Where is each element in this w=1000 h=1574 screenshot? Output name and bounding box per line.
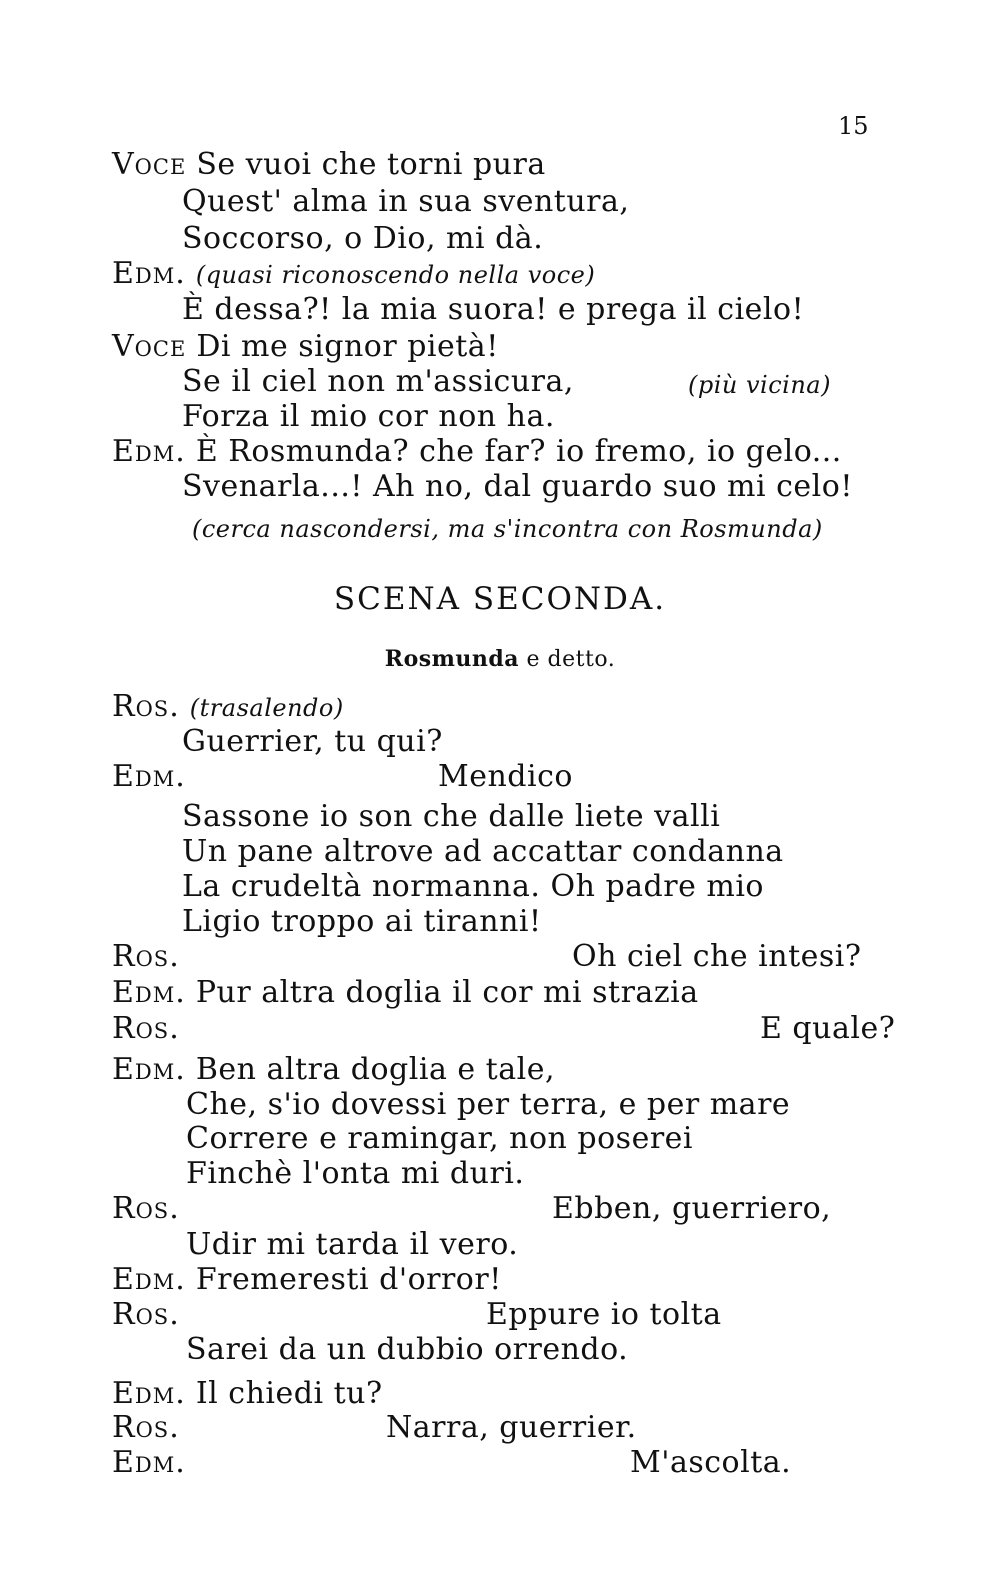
verse-text: M'ascolta.: [630, 1445, 792, 1480]
verse-line: Sarei da un dubbio orrendo.: [186, 1332, 629, 1367]
speaker-label: Edm.: [112, 256, 186, 291]
cast-rest: e detto.: [526, 647, 616, 672]
dialogue-line: [112, 1377, 383, 1411]
page-number: 15: [838, 112, 869, 140]
verse-line: Udir mi tarda il vero.: [186, 1227, 519, 1262]
verse-line: Guerrier, tu qui?: [182, 724, 443, 759]
verse-text: Ebben, guerriero,: [552, 1191, 832, 1226]
verse-line: Svenarla...! Ah no, dal guardo suo mi celo!: [182, 469, 853, 504]
verse-line: Quest' alma in sua sventura,: [182, 184, 630, 219]
dialogue-line: [112, 1263, 502, 1297]
verse-line: Un pane altrove ad accattar condanna: [182, 834, 784, 869]
speaker-label: Ros.: [112, 1011, 180, 1046]
verse-line: Correre e ramingar, non poserei: [186, 1121, 694, 1156]
speaker-label: Edm.: [112, 1262, 186, 1297]
dialogue-line: [112, 976, 699, 1010]
verse-text: Ben altra doglia e tale,: [195, 1052, 555, 1087]
stage-direction: (cerca nascondersi, ma s'incontra con Rosmunda): [192, 515, 823, 543]
verse-text: Eppure io tolta: [486, 1297, 722, 1332]
verse-text: Pur altra doglia il cor mi strazia: [195, 975, 699, 1010]
verse-text: Se vuoi che torni pura: [196, 147, 546, 182]
speaker-label: Ros.: [112, 689, 180, 724]
scene-cast: [0, 642, 1000, 677]
cast-name: Rosmunda: [384, 646, 520, 672]
verse-line: È dessa?! la mia suora! e prega il cielo!: [182, 292, 805, 327]
stage-direction: (quasi riconoscendo nella voce): [195, 261, 596, 289]
stage-direction: (più vicina): [688, 371, 831, 399]
verse-text: Oh ciel che intesi?: [572, 939, 862, 974]
verse-text: Di me signor pietà!: [196, 329, 499, 364]
dialogue-line: [112, 690, 344, 725]
speaker-label: Edm.: [112, 1052, 186, 1087]
speaker-label: Voce: [112, 329, 187, 364]
dialogue-line: [112, 435, 842, 469]
speaker-label: Ros.: [112, 1191, 180, 1226]
speaker-label: Edm.: [112, 759, 186, 794]
speaker-label: Edm.: [112, 1376, 186, 1411]
speaker-label: Edm.: [112, 1445, 186, 1480]
dialogue-line: [112, 1053, 555, 1087]
stage-direction: (trasalendo): [189, 694, 344, 722]
speaker-label: Edm.: [112, 434, 186, 469]
verse-line: Ligio troppo ai tiranni!: [182, 904, 542, 939]
verse-line: Se il ciel non m'assicura,: [182, 364, 574, 399]
verse-text: È Rosmunda? che far? io fremo, io gelo...: [195, 434, 842, 469]
speaker-label: Ros.: [112, 939, 180, 974]
dialogue-line: [112, 257, 595, 292]
speaker-label: Ros.: [112, 1410, 180, 1445]
verse-text: Narra, guerrier.: [386, 1410, 637, 1445]
speaker-label: Edm.: [112, 975, 186, 1010]
speaker-label: Voce: [112, 147, 187, 182]
verse-text: E quale?: [760, 1011, 896, 1046]
verse-line: Sassone io son che dalle liete valli: [182, 799, 721, 834]
verse-line: Forza il mio cor non ha.: [182, 399, 555, 434]
verse-text: Il chiedi tu?: [195, 1376, 383, 1411]
dialogue-line: [112, 148, 546, 182]
scene-title: SCENA SECONDA.: [333, 581, 667, 617]
verse-line: Che, s'io dovessi per terra, e per mare: [186, 1087, 791, 1122]
dialogue-line: [112, 330, 499, 364]
verse-text: Fremeresti d'orror!: [195, 1262, 502, 1297]
verse-line: Finchè l'onta mi duri.: [186, 1156, 525, 1191]
speaker-label: Ros.: [112, 1297, 180, 1332]
verse-text: Mendico: [438, 759, 573, 794]
verse-line: La crudeltà normanna. Oh padre mio: [182, 869, 764, 904]
verse-line: Soccorso, o Dio, mi dà.: [182, 221, 544, 256]
